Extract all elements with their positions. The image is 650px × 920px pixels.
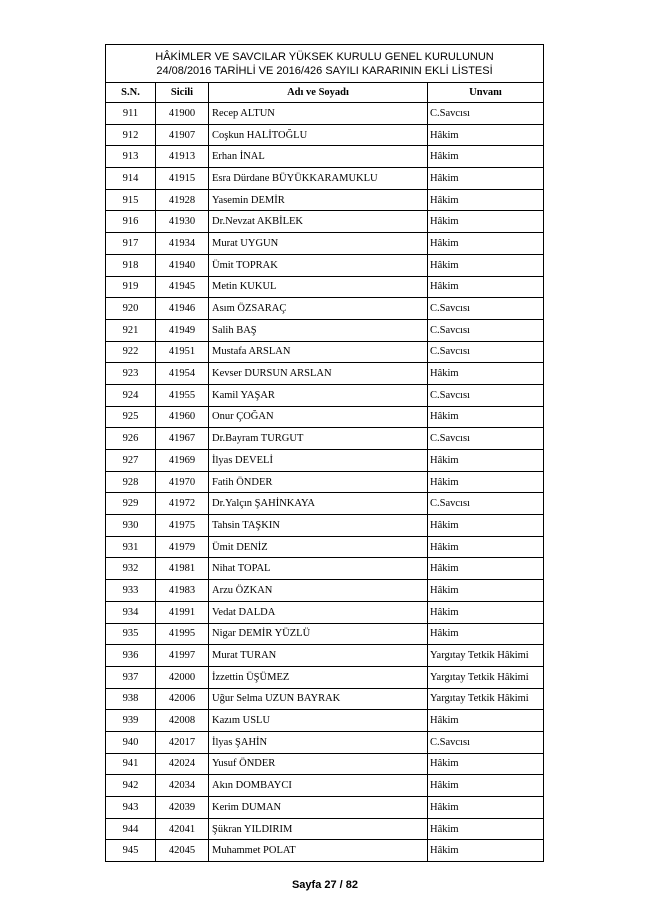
cell-sn: 935 bbox=[106, 623, 156, 645]
cell-name: Metin KUKUL bbox=[209, 276, 428, 298]
column-header-sicil: Sicili bbox=[156, 83, 209, 103]
cell-sicil: 42039 bbox=[156, 797, 209, 819]
cell-sn: 926 bbox=[106, 428, 156, 450]
table-row bbox=[106, 319, 544, 341]
table-title-line-2: 24/08/2016 TARİHLİ VE 2016/426 SAYILI KARARININ EKLİ LİSTESİ bbox=[156, 64, 493, 77]
table-row bbox=[106, 406, 544, 428]
table-row bbox=[106, 558, 544, 580]
cell-name: Kerim DUMAN bbox=[209, 797, 428, 819]
cell-sn: 920 bbox=[106, 298, 156, 320]
table-row bbox=[106, 601, 544, 623]
cell-sn: 936 bbox=[106, 645, 156, 667]
cell-title: C.Savcısı bbox=[428, 428, 544, 450]
cell-title: Hâkim bbox=[428, 710, 544, 732]
cell-name: Murat TURAN bbox=[209, 645, 428, 667]
cell-title: C.Savcısı bbox=[428, 731, 544, 753]
cell-title: Hâkim bbox=[428, 840, 544, 862]
table-row bbox=[106, 580, 544, 602]
table-title bbox=[106, 45, 544, 83]
table-row bbox=[106, 775, 544, 797]
cell-name: Fatih ÖNDER bbox=[209, 471, 428, 493]
table-row bbox=[106, 818, 544, 840]
table-row bbox=[106, 515, 544, 537]
cell-sn: 925 bbox=[106, 406, 156, 428]
table-row bbox=[106, 168, 544, 190]
cell-sn: 923 bbox=[106, 363, 156, 385]
table-row bbox=[106, 363, 544, 385]
table-row bbox=[106, 146, 544, 168]
cell-sicil: 42017 bbox=[156, 731, 209, 753]
cell-name: İlyas ŞAHİN bbox=[209, 731, 428, 753]
cell-title: Hâkim bbox=[428, 276, 544, 298]
cell-title: Hâkim bbox=[428, 818, 544, 840]
table-row bbox=[106, 840, 544, 862]
table-row bbox=[106, 124, 544, 146]
table-row bbox=[106, 797, 544, 819]
cell-name: Erhan İNAL bbox=[209, 146, 428, 168]
cell-sicil: 41997 bbox=[156, 645, 209, 667]
cell-sicil: 42045 bbox=[156, 840, 209, 862]
cell-name: Şükran YILDIRIM bbox=[209, 818, 428, 840]
cell-name: Dr.Nevzat AKBİLEK bbox=[209, 211, 428, 233]
cell-name: Yasemin DEMİR bbox=[209, 189, 428, 211]
cell-sicil: 41946 bbox=[156, 298, 209, 320]
cell-title: Yargıtay Tetkik Hâkimi bbox=[428, 666, 544, 688]
cell-name: Onur ÇOĞAN bbox=[209, 406, 428, 428]
cell-title: Yargıtay Tetkik Hâkimi bbox=[428, 645, 544, 667]
cell-sicil: 41995 bbox=[156, 623, 209, 645]
cell-name: Nigar DEMİR YÜZLÜ bbox=[209, 623, 428, 645]
cell-title: Hâkim bbox=[428, 775, 544, 797]
cell-name: Mustafa ARSLAN bbox=[209, 341, 428, 363]
cell-name: Muhammet POLAT bbox=[209, 840, 428, 862]
cell-sicil: 41949 bbox=[156, 319, 209, 341]
table-row bbox=[106, 103, 544, 125]
cell-sicil: 41970 bbox=[156, 471, 209, 493]
cell-sn: 915 bbox=[106, 189, 156, 211]
table-body bbox=[106, 103, 544, 862]
cell-sn: 945 bbox=[106, 840, 156, 862]
cell-sicil: 41913 bbox=[156, 146, 209, 168]
cell-title: C.Savcısı bbox=[428, 341, 544, 363]
cell-sn: 942 bbox=[106, 775, 156, 797]
cell-sn: 928 bbox=[106, 471, 156, 493]
cell-name: Dr.Yalçın ŞAHİNKAYA bbox=[209, 493, 428, 515]
cell-sicil: 41967 bbox=[156, 428, 209, 450]
cell-sn: 922 bbox=[106, 341, 156, 363]
table-row bbox=[106, 233, 544, 255]
table-row bbox=[106, 276, 544, 298]
cell-sicil: 41991 bbox=[156, 601, 209, 623]
cell-sicil: 41940 bbox=[156, 254, 209, 276]
table-row bbox=[106, 493, 544, 515]
cell-title: Hâkim bbox=[428, 254, 544, 276]
table-row bbox=[106, 645, 544, 667]
cell-title: C.Savcısı bbox=[428, 298, 544, 320]
table-row bbox=[106, 428, 544, 450]
table-row bbox=[106, 688, 544, 710]
personnel-list-table bbox=[105, 44, 544, 862]
table-row bbox=[106, 666, 544, 688]
cell-title: Hâkim bbox=[428, 146, 544, 168]
cell-title: C.Savcısı bbox=[428, 493, 544, 515]
cell-name: Kamil YAŞAR bbox=[209, 384, 428, 406]
cell-sicil: 41945 bbox=[156, 276, 209, 298]
cell-sn: 944 bbox=[106, 818, 156, 840]
cell-sn: 924 bbox=[106, 384, 156, 406]
cell-sn: 912 bbox=[106, 124, 156, 146]
cell-sn: 930 bbox=[106, 515, 156, 537]
cell-title: Hâkim bbox=[428, 233, 544, 255]
cell-sicil: 41983 bbox=[156, 580, 209, 602]
cell-name: Uğur Selma UZUN BAYRAK bbox=[209, 688, 428, 710]
cell-sn: 931 bbox=[106, 536, 156, 558]
cell-sicil: 41981 bbox=[156, 558, 209, 580]
cell-sn: 943 bbox=[106, 797, 156, 819]
cell-name: Esra Dürdane BÜYÜKKARAMUKLU bbox=[209, 168, 428, 190]
cell-sicil: 42008 bbox=[156, 710, 209, 732]
cell-sn: 939 bbox=[106, 710, 156, 732]
table-row bbox=[106, 536, 544, 558]
cell-name: Salih BAŞ bbox=[209, 319, 428, 341]
cell-sn: 914 bbox=[106, 168, 156, 190]
cell-name: Nihat TOPAL bbox=[209, 558, 428, 580]
cell-sicil: 41907 bbox=[156, 124, 209, 146]
cell-title: Hâkim bbox=[428, 471, 544, 493]
table-row bbox=[106, 384, 544, 406]
cell-name: Murat UYGUN bbox=[209, 233, 428, 255]
cell-title: Hâkim bbox=[428, 406, 544, 428]
cell-sicil: 41915 bbox=[156, 168, 209, 190]
cell-sicil: 41972 bbox=[156, 493, 209, 515]
cell-sn: 933 bbox=[106, 580, 156, 602]
cell-title: Hâkim bbox=[428, 450, 544, 472]
cell-sicil: 41900 bbox=[156, 103, 209, 125]
cell-title: Hâkim bbox=[428, 753, 544, 775]
cell-title: Hâkim bbox=[428, 623, 544, 645]
cell-sicil: 42000 bbox=[156, 666, 209, 688]
cell-name: Asım ÖZSARAÇ bbox=[209, 298, 428, 320]
cell-sn: 934 bbox=[106, 601, 156, 623]
cell-name: Coşkun HALİTOĞLU bbox=[209, 124, 428, 146]
cell-title: Yargıtay Tetkik Hâkimi bbox=[428, 688, 544, 710]
cell-title: Hâkim bbox=[428, 363, 544, 385]
cell-sicil: 41928 bbox=[156, 189, 209, 211]
cell-name: İlyas DEVELİ bbox=[209, 450, 428, 472]
cell-sn: 911 bbox=[106, 103, 156, 125]
cell-title: C.Savcısı bbox=[428, 384, 544, 406]
cell-name: Kazım USLU bbox=[209, 710, 428, 732]
column-header-name: Adı ve Soyadı bbox=[209, 83, 428, 103]
cell-title: C.Savcısı bbox=[428, 319, 544, 341]
cell-title: Hâkim bbox=[428, 211, 544, 233]
cell-name: Ümit DENİZ bbox=[209, 536, 428, 558]
cell-sicil: 41954 bbox=[156, 363, 209, 385]
cell-sn: 927 bbox=[106, 450, 156, 472]
cell-name: Recep ALTUN bbox=[209, 103, 428, 125]
cell-title: Hâkim bbox=[428, 124, 544, 146]
cell-title: Hâkim bbox=[428, 189, 544, 211]
cell-sn: 918 bbox=[106, 254, 156, 276]
cell-sicil: 41975 bbox=[156, 515, 209, 537]
cell-sicil: 41960 bbox=[156, 406, 209, 428]
cell-sn: 940 bbox=[106, 731, 156, 753]
table-title-line-1: HÂKİMLER VE SAVCILAR YÜKSEK KURULU GENEL KURULUNUN bbox=[155, 50, 494, 63]
table-row bbox=[106, 623, 544, 645]
cell-sn: 937 bbox=[106, 666, 156, 688]
cell-name: Kevser DURSUN ARSLAN bbox=[209, 363, 428, 385]
cell-sicil: 42024 bbox=[156, 753, 209, 775]
cell-sicil: 41955 bbox=[156, 384, 209, 406]
table-row bbox=[106, 254, 544, 276]
cell-sn: 921 bbox=[106, 319, 156, 341]
cell-sn: 941 bbox=[106, 753, 156, 775]
cell-name: Dr.Bayram TURGUT bbox=[209, 428, 428, 450]
cell-sn: 932 bbox=[106, 558, 156, 580]
cell-name: Tahsin TAŞKIN bbox=[209, 515, 428, 537]
column-header-sn: S.N. bbox=[106, 83, 156, 103]
cell-sicil: 41979 bbox=[156, 536, 209, 558]
cell-sicil: 41951 bbox=[156, 341, 209, 363]
cell-sn: 916 bbox=[106, 211, 156, 233]
table-row bbox=[106, 211, 544, 233]
cell-name: Arzu ÖZKAN bbox=[209, 580, 428, 602]
table-row bbox=[106, 731, 544, 753]
cell-title: C.Savcısı bbox=[428, 103, 544, 125]
cell-title: Hâkim bbox=[428, 536, 544, 558]
cell-title: Hâkim bbox=[428, 515, 544, 537]
cell-sicil: 42041 bbox=[156, 818, 209, 840]
cell-title: Hâkim bbox=[428, 558, 544, 580]
cell-sicil: 42034 bbox=[156, 775, 209, 797]
cell-sn: 929 bbox=[106, 493, 156, 515]
cell-sicil: 42006 bbox=[156, 688, 209, 710]
cell-title: Hâkim bbox=[428, 601, 544, 623]
table-row bbox=[106, 189, 544, 211]
cell-name: İzzettin ÜŞÜMEZ bbox=[209, 666, 428, 688]
cell-sn: 913 bbox=[106, 146, 156, 168]
column-header-row bbox=[106, 83, 544, 103]
cell-name: Akın DOMBAYCI bbox=[209, 775, 428, 797]
cell-title: Hâkim bbox=[428, 580, 544, 602]
cell-name: Vedat DALDA bbox=[209, 601, 428, 623]
table-row bbox=[106, 298, 544, 320]
column-header-title: Unvanı bbox=[428, 83, 544, 103]
table-row bbox=[106, 710, 544, 732]
cell-sicil: 41934 bbox=[156, 233, 209, 255]
cell-sn: 919 bbox=[106, 276, 156, 298]
table-row bbox=[106, 471, 544, 493]
cell-sicil: 41969 bbox=[156, 450, 209, 472]
page-number: Sayfa 27 / 82 bbox=[291, 879, 359, 891]
cell-sn: 938 bbox=[106, 688, 156, 710]
cell-sicil: 41930 bbox=[156, 211, 209, 233]
table-row bbox=[106, 341, 544, 363]
cell-title: Hâkim bbox=[428, 797, 544, 819]
table-row bbox=[106, 753, 544, 775]
cell-name: Yusuf ÖNDER bbox=[209, 753, 428, 775]
cell-name: Ümit TOPRAK bbox=[209, 254, 428, 276]
cell-sn: 917 bbox=[106, 233, 156, 255]
cell-title: Hâkim bbox=[428, 168, 544, 190]
table-row bbox=[106, 450, 544, 472]
